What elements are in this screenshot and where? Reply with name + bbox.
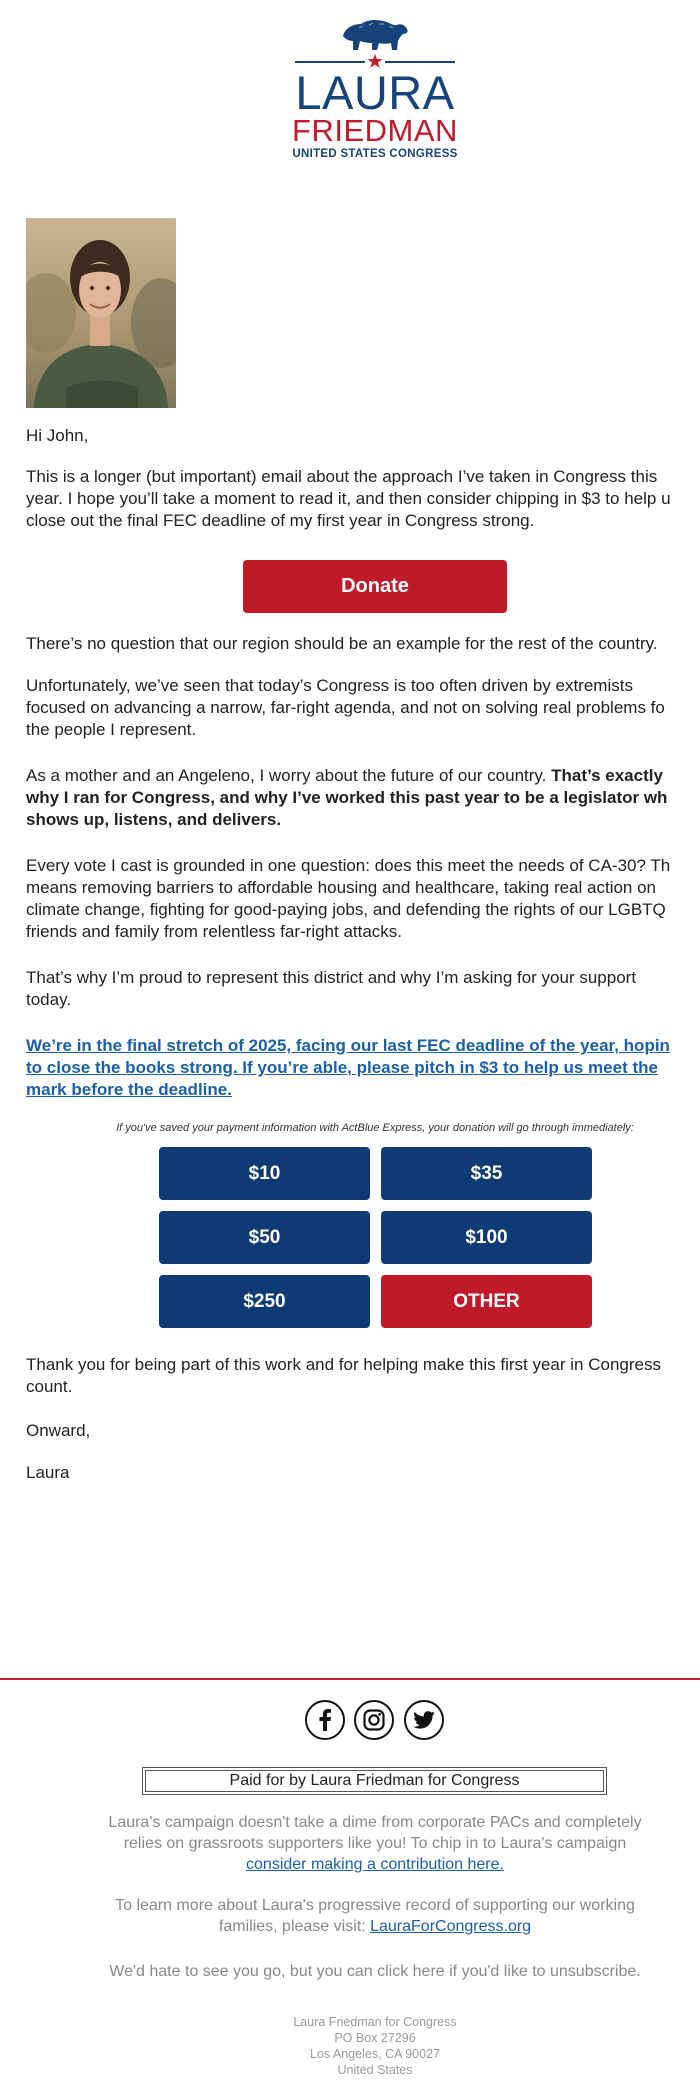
donate-50-button[interactable]: $50 <box>159 1211 370 1264</box>
footer-grassroots-text <box>0 1812 700 1875</box>
text-line: Laura's campaign doesn't take a dime from corporate PACs and completely <box>108 1814 642 1831</box>
deadline-link[interactable]: mark before the deadline. <box>26 1080 232 1099</box>
signature: Laura <box>26 1463 70 1482</box>
text-plain: As a mother and an Angeleno, I worry about the future of our country. <box>26 766 552 785</box>
paragraph-support <box>26 967 700 1011</box>
instagram-icon[interactable] <box>354 1700 394 1740</box>
address-line: Laura Friedman for Congress <box>293 2015 457 2029</box>
logo-subtitle: UNITED STATES CONGRESS <box>292 148 458 160</box>
text-line: today. <box>26 990 72 1009</box>
text-line: relies on grassroots supporters like you! To chip in to Laura's campaign <box>123 1835 627 1852</box>
text-line: To learn more about Laura's progressive record of supporting our working <box>115 1897 635 1914</box>
facebook-icon[interactable] <box>305 1700 345 1740</box>
twitter-icon[interactable] <box>404 1700 444 1740</box>
text-line: That’s why I’m proud to represent this district and why I’m asking for your support <box>26 968 637 987</box>
text-line: families, please visit: <box>218 1918 371 1935</box>
text-line: year. I hope you’ll take a moment to read it, and then consider chipping in $3 to help u <box>26 489 671 508</box>
paragraph-vote <box>26 855 700 943</box>
deadline-link[interactable]: We’re in the final stretch of 2025, facing our last FEC deadline of the year, hopin <box>26 1036 670 1055</box>
donate-250-button[interactable]: $250 <box>159 1275 370 1328</box>
greeting: Hi John, <box>26 426 89 445</box>
text-bold: shows up, listens, and delivers. <box>26 810 282 829</box>
text-line: This is a longer (but important) email about the approach I’ve taken in Congress this <box>26 467 658 486</box>
mailing-address <box>0 2014 700 2078</box>
campaign-logo <box>0 14 700 160</box>
candidate-photo <box>26 218 176 408</box>
bear-icon <box>339 14 411 56</box>
text-line: Every vote I cast is grounded in one question: does this meet the needs of CA-30? Th <box>26 856 671 875</box>
text-line: count. <box>26 1377 73 1396</box>
text-line: the people I represent. <box>26 720 197 739</box>
address-line: Los Angeles, CA 90027 <box>310 2047 440 2061</box>
donate-button[interactable]: Donate <box>243 560 507 613</box>
text-bold: That’s exactly <box>551 766 663 785</box>
star-icon <box>367 53 383 69</box>
paragraph-intro <box>26 466 700 532</box>
address-line: PO Box 27296 <box>334 2031 416 2045</box>
paragraph-extremists <box>26 675 700 741</box>
contribution-link[interactable]: consider making a contribution here. <box>246 1856 504 1873</box>
logo-first-name: LAURA <box>295 66 455 119</box>
unsubscribe-link[interactable]: We'd hate to see you go, but you can click here if you'd like to unsubscribe. <box>109 1963 641 1980</box>
donate-other-button[interactable]: OTHER <box>381 1275 592 1328</box>
address-line: United States <box>337 2063 413 2077</box>
actblue-express-note: If you've saved your payment information with ActBlue Express, your donation will go through immediately: <box>116 1122 634 1134</box>
deadline-link[interactable]: to close the books strong. If you’re able, please pitch in $3 to help us meet the <box>26 1058 658 1077</box>
footer-divider <box>0 1678 700 1680</box>
text-line: close out the final FEC deadline of my first year in Congress strong. <box>26 511 535 530</box>
paragraph-region: There’s no question that our region should be an example for the rest of the country. <box>26 634 658 653</box>
text-bold: why I ran for Congress, and why I’ve worked this past year to be a legislator wh <box>26 788 668 807</box>
paid-for-disclaimer: Paid for by Laura Friedman for Congress <box>142 1767 607 1795</box>
website-link[interactable]: LauraForCongress.org <box>370 1918 532 1935</box>
donate-10-button[interactable]: $10 <box>159 1147 370 1200</box>
text-line: Unfortunately, we’ve seen that today’s Congress is too often driven by extremists <box>26 676 633 695</box>
footer-record-text <box>0 1895 700 1937</box>
logo-last-name: FRIEDMAN <box>292 113 458 148</box>
closing: Onward, <box>26 1421 91 1440</box>
paragraph-mother <box>26 765 700 831</box>
logo-divider <box>295 56 455 70</box>
text-line: means removing barriers to affordable housing and healthcare, taking real action on <box>26 878 657 897</box>
text-line: Thank you for being part of this work and for helping make this first year in Congress <box>26 1355 661 1374</box>
paragraph-thanks <box>26 1354 700 1398</box>
text-line: focused on advancing a narrow, far-right agenda, and not on solving real problems fo <box>26 698 665 717</box>
donate-100-button[interactable]: $100 <box>381 1211 592 1264</box>
paragraph-deadline-link <box>26 1035 700 1101</box>
text-line: climate change, fighting for good-paying jobs, and defending the rights of our LGBTQ <box>26 900 666 919</box>
text-line: friends and family from relentless far-right attacks. <box>26 922 403 941</box>
donate-35-button[interactable]: $35 <box>381 1147 592 1200</box>
